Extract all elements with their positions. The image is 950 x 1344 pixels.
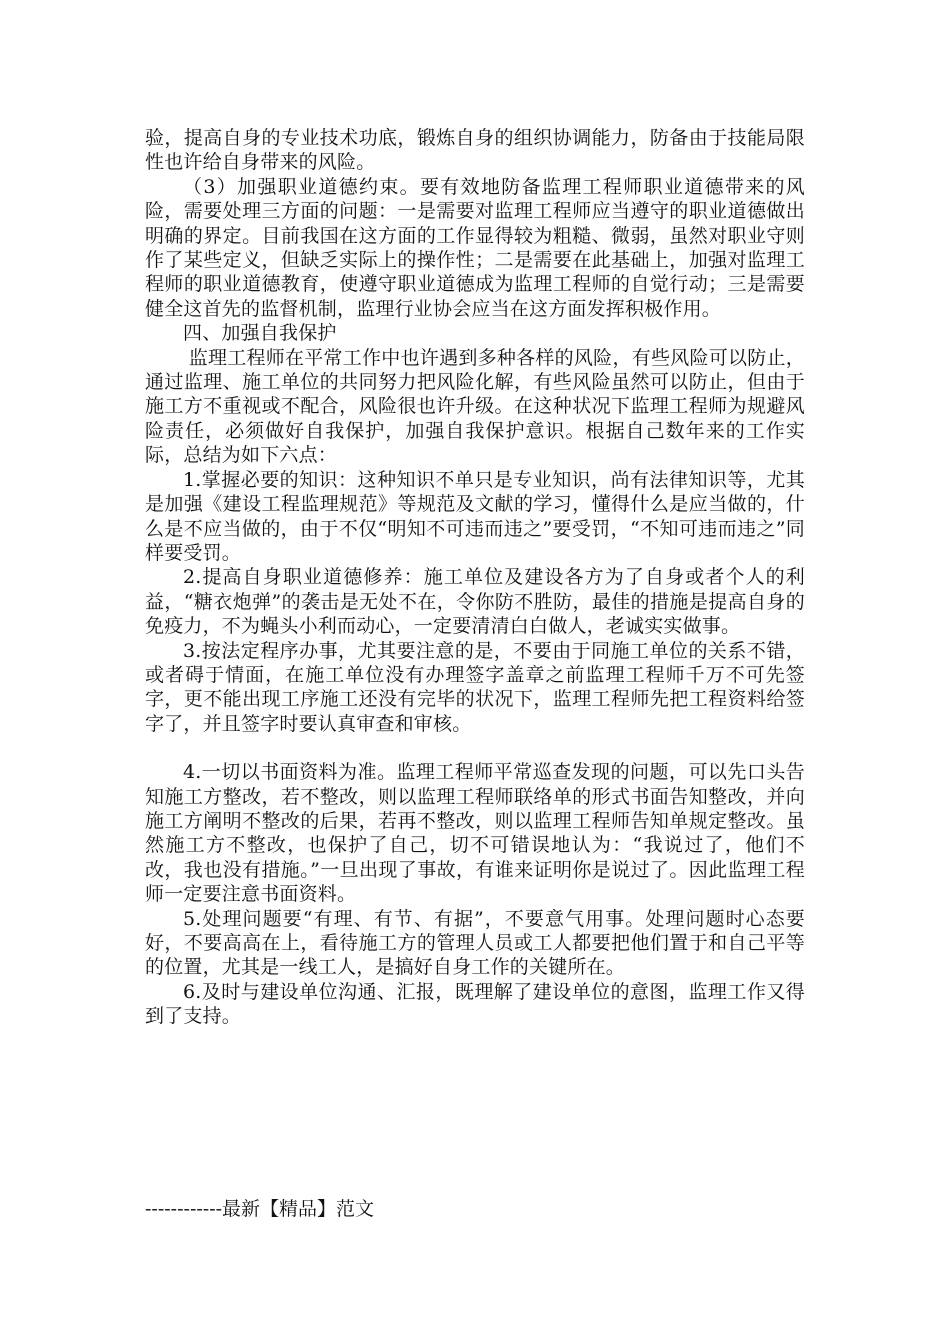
- paragraph-intro: 监理工程师在平常工作中也许遇到多种各样的风险，有些风险可以防止，通过监理、施工单位的共同努力把风险化解，有些风险虽然可以防止，但由于施工方不重视或不配合，风险很也许升级。在这种状况下监理工程师为规避风险责任，必须做好自我保护，加强自我保护意识。根据自己数年来的工作实际，总结为如下六点：: [145, 346, 805, 467]
- paragraph-continuation: 验，提高自身的专业技术功底，锻炼自身的组织协调能力，防备由于技能局限性也许给自身带来的风险。: [145, 127, 805, 174]
- paragraph-ethics: （3）加强职业道德约束。要有效地防备监理工程师职业道德带来的风险，需要处理三方面的问题：一是需要对监理工程师应当遵守的职业道德做出明确的界定。目前我国在这方面的工作显得较为粗糙、微弱，虽然对职业守则作了某些定义，但缺乏实际上的操作性；二是需要在此基础上，加强对监理工程师的职业道德教育，使遵守职业道德成为监理工程师的自觉行动；三是需要健全这首先的监督机制，监理行业协会应当在这方面发挥积极作用。: [145, 175, 805, 320]
- paragraph-point-4: 4.一切以书面资料为准。监理工程师平常巡查发现的问题，可以先口头告知施工方整改，若不整改，则以监理工程师联络单的形式书面告知整改，并向施工方阐明不整改的后果，若再不整改，则以监理工程师告知单规定整改。虽然施工方不整改，也保护了自己，切不可错误地认为：“我说过了，他们不改，我也没有措施。”一旦出现了事故，有谁来证明你是说过了。因此监理工程师一定要注意书面资料。: [145, 761, 805, 906]
- document-body: [145, 126, 805, 1029]
- paragraph-point-6: 6.及时与建设单位沟通、汇报，既理解了建设单位的意图，监理工作又得到了支持。: [145, 980, 805, 1028]
- paragraph-spacer: [145, 736, 805, 760]
- paragraph-point-5: 5.处理问题要“有理、有节、有据”，不要意气用事。处理问题时心态要好，不要高高在上，看待施工方的管理人员或工人都要把他们置于和自己平等的位置，尤其是一线工人，是搞好自身工作的关键所在。: [145, 907, 805, 979]
- paragraph-point-1: 1.掌握必要的知识：这种知识不单只是专业知识，尚有法律知识等，尤其是加强《建设工程监理规范》等规范及文献的学习，懂得什么是应当做的，什么是不应当做的，由于不仅“明知不可违而违之”要受罚，“不知可违而违之”同样要受罚。: [145, 468, 805, 564]
- page-footer: ------------最新【精品】范文: [145, 1198, 375, 1220]
- paragraph-point-2: 2.提高自身职业道德修养：施工单位及建设各方为了自身或者个人的利益，“糖衣炮弹”的袭击是无处不在，令你防不胜防，最佳的措施是提高自身的免疫力，不为蝇头小利而动心，一定要清清白白做人，老诚实实做事。: [145, 566, 805, 638]
- paragraph-point-3: 3.按法定程序办事，尤其要注意的是，不要由于同施工单位的关系不错，或者碍于情面，在施工单位没有办理签字盖章之前监理工程师千万不可先签字，更不能出现工序施工还没有完毕的状况下，监理工程师先把工程资料给签字了，并且签字时要认真审查和审核。: [145, 639, 805, 735]
- section-heading-self-protection: 四、加强自我保护: [183, 322, 337, 345]
